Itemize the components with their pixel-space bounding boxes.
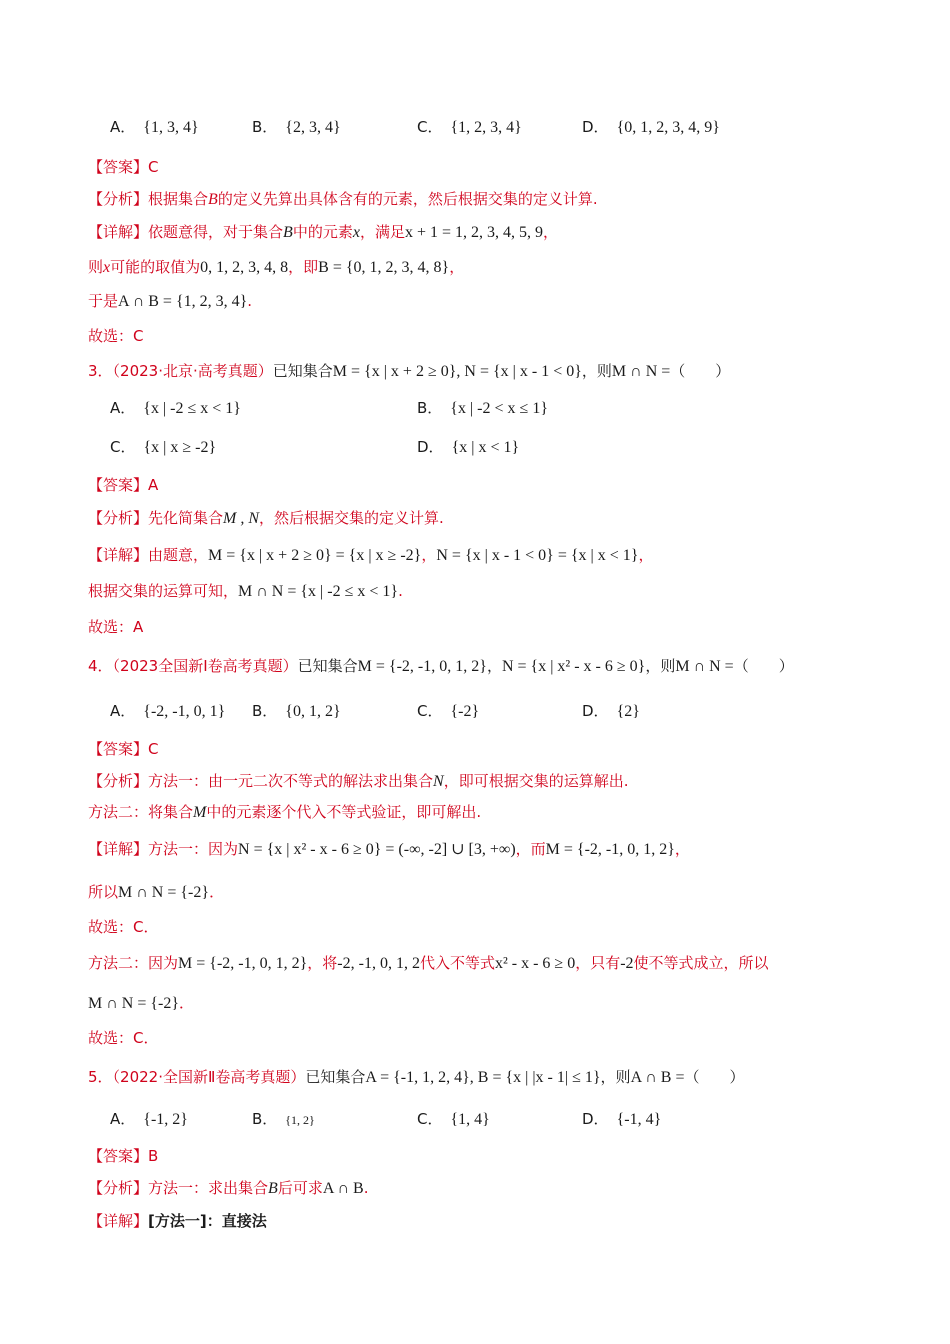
text: 由题意，: [148, 546, 209, 564]
math: M = {-2, -1, 0, 1, 2}: [357, 658, 487, 675]
math: M: [193, 804, 207, 821]
analysis-tag: 【分析】: [88, 1179, 149, 1197]
text: ，满足: [359, 223, 405, 241]
math: A ∩ B =: [630, 1069, 685, 1086]
text: 的定义先算出具体含有的元素，然后根据交集的定义计算.: [217, 190, 598, 208]
option-label: B．: [417, 399, 443, 417]
math: N: [433, 773, 444, 790]
q3-option-c: [110, 436, 216, 459]
option-label: A．: [110, 399, 136, 417]
math: M ∩ N = {x | -2 ≤ x < 1}: [238, 583, 399, 600]
q4-method2-a: [88, 952, 769, 975]
q3-answer: 【答案】A: [88, 476, 159, 494]
q4-analysis-1: [88, 770, 628, 793]
option-math: {-2, -1, 0, 1}: [143, 703, 226, 720]
text: 方法一：由一元二次不等式的解法求出集合: [148, 772, 434, 790]
math: -2: [620, 955, 634, 972]
text: ，即可根据交集的运算解出.: [443, 772, 629, 790]
text: ，: [486, 657, 502, 675]
text: 所以: [88, 883, 119, 901]
text: 根据集合: [148, 190, 209, 208]
q3-option-b: [417, 397, 548, 420]
text: （ ）: [684, 1068, 745, 1086]
option-math: {1, 4}: [450, 1111, 490, 1128]
option-label: A．: [110, 118, 136, 136]
text: 已知集合: [297, 657, 358, 675]
option-math: {x | x ≥ -2}: [143, 439, 217, 456]
option-math: {2}: [616, 703, 640, 720]
math: B: [268, 1180, 278, 1197]
text: 后可求: [277, 1179, 323, 1197]
math: M = {-2, -1, 0, 1, 2}: [178, 955, 308, 972]
option-math: {0, 1, 2}: [285, 703, 341, 720]
option-math: {-1, 4}: [616, 1111, 662, 1128]
q3-choice: 故选：A: [88, 618, 144, 636]
option-math: {-2}: [450, 703, 480, 720]
text: 方法一：因为: [148, 840, 239, 858]
text: 方法二：将集合: [88, 803, 194, 821]
math: x² - x - 6 ≥ 0: [494, 955, 576, 972]
text: ，: [421, 546, 437, 564]
option-label: C．: [417, 1110, 443, 1128]
math: B: [283, 224, 293, 241]
detail-tag: 【详解】: [88, 546, 149, 564]
text: 方法二：因为: [88, 954, 179, 972]
q2-detail-3: [88, 290, 252, 313]
q4-option-b: [252, 700, 341, 723]
option-math: {x | x < 1}: [451, 439, 520, 456]
text: ，则: [581, 362, 612, 380]
text: 于是: [88, 292, 119, 310]
q4-detail-1: [88, 838, 690, 861]
q3-stem: [88, 360, 730, 383]
text: ，将: [307, 954, 338, 972]
math: M ∩ N =: [675, 658, 734, 675]
option-label: D．: [417, 438, 444, 456]
text: 先化简集合: [148, 509, 224, 527]
math: x: [103, 259, 111, 276]
text: 使不等式成立，所以: [633, 954, 769, 972]
text: 代入不等式: [419, 954, 495, 972]
option-label: B．: [252, 1110, 278, 1128]
q2-option-b: [252, 116, 341, 139]
q3-analysis: [88, 507, 444, 530]
text: ，: [674, 840, 690, 858]
text: ，只有: [575, 954, 621, 972]
text: （ ）: [733, 657, 794, 675]
q2-answer: 【答案】C: [88, 158, 159, 176]
option-label: A．: [110, 702, 136, 720]
option-label: D．: [582, 1110, 609, 1128]
option-math: {2, 3, 4}: [285, 119, 341, 136]
q3-option-d: [417, 436, 519, 459]
detail-tag: 【详解】: [88, 223, 149, 241]
text: ，即: [288, 258, 319, 276]
q4-method2-b: [88, 992, 194, 1015]
q4-option-a: [110, 700, 225, 723]
q2-option-d: [582, 116, 720, 139]
q5-stem: [88, 1066, 745, 1089]
math: M ∩ N = {-2}: [118, 884, 210, 901]
math: M = {x | x + 2 ≥ 0} = {x | x ≥ -2}: [208, 547, 422, 564]
math: A ∩ B = {1, 2, 3, 4}: [118, 293, 248, 310]
question-number: 3．: [88, 362, 113, 380]
math: N = {x | x² - x - 6 ≥ 0}: [501, 658, 646, 675]
q4-choice-2: 故选：C．: [88, 1029, 159, 1047]
math: N = {x | x - 1 < 0} = {x | x < 1}: [436, 547, 639, 564]
analysis-tag: 【分析】: [88, 190, 149, 208]
math: A = {-1, 1, 2, 4}, B = {x | |x - 1| ≤ 1}: [365, 1069, 601, 1086]
option-label: D．: [582, 702, 609, 720]
analysis-tag: 【分析】: [88, 772, 149, 790]
q5-detail: [88, 1210, 267, 1232]
text: ，: [449, 258, 465, 276]
math: N = {x | x² - x - 6 ≥ 0} = (-∞, -2] ∪ [3, +∞): [238, 841, 516, 858]
question-number: 4．: [88, 657, 113, 675]
text: ，则: [600, 1068, 631, 1086]
math: M = {x | x + 2 ≥ 0}, N = {x | x - 1 < 0}: [332, 363, 582, 380]
math: A ∩ B: [322, 1180, 364, 1197]
q4-analysis-2: [88, 801, 481, 824]
analysis-tag: 【分析】: [88, 509, 149, 527]
math: B: [208, 191, 218, 208]
option-math: {1, 3, 4}: [143, 119, 199, 136]
text: ．: [179, 994, 195, 1012]
text: ，: [638, 546, 654, 564]
text: .: [247, 292, 253, 310]
option-label: C．: [417, 702, 443, 720]
option-label: C．: [417, 118, 443, 136]
math: M ∩ N =: [611, 363, 671, 380]
text: ，: [543, 223, 559, 241]
math: M , N: [223, 510, 260, 527]
text: 可能的取值为: [110, 258, 201, 276]
q3-option-a: [110, 397, 241, 420]
option-math: {-1, 2}: [143, 1111, 188, 1128]
method-heading: [方法一]：直接法: [148, 1212, 267, 1230]
q5-option-c: [417, 1108, 490, 1131]
text: （ ）: [670, 362, 731, 380]
question-source: （2023·北京·高考真题）: [112, 362, 273, 380]
question-number: 5．: [88, 1068, 113, 1086]
q2-option-c: [417, 116, 522, 139]
text: ，然后根据交集的定义计算.: [259, 509, 444, 527]
option-label: A．: [110, 1110, 136, 1128]
q5-answer: 【答案】B: [88, 1147, 159, 1165]
option-label: B．: [252, 118, 278, 136]
q2-analysis: [88, 188, 598, 211]
q5-option-d: [582, 1108, 661, 1131]
option-math: {x | -2 < x ≤ 1}: [450, 400, 548, 417]
math: x: [352, 224, 360, 241]
option-math: {1, 2}: [285, 1113, 315, 1127]
q4-choice-1: 故选：C．: [88, 918, 159, 936]
q2-detail-1: [88, 221, 558, 244]
text: .: [398, 582, 403, 600]
option-label: B．: [252, 702, 278, 720]
math: -2, -1, 0, 1, 2: [337, 955, 420, 972]
question-source: （2022·全国新Ⅱ卷高考真题）: [112, 1068, 306, 1086]
text: .: [363, 1179, 369, 1197]
q4-answer: 【答案】C: [88, 740, 159, 758]
option-math: {0, 1, 2, 3, 4, 9}: [616, 119, 720, 136]
option-label: D．: [582, 118, 609, 136]
option-math: {x | -2 ≤ x < 1}: [143, 400, 241, 417]
math: x + 1 = 1, 2, 3, 4, 5, 9: [404, 224, 543, 241]
text: ，则: [645, 657, 676, 675]
text: 依题意得，对于集合: [148, 223, 284, 241]
q4-detail-2: [88, 881, 224, 904]
detail-tag: 【详解】: [88, 1212, 149, 1230]
math: 0, 1, 2, 3, 4, 8: [200, 259, 289, 276]
text: 已知集合: [272, 362, 333, 380]
math: M ∩ N = {-2}: [88, 995, 180, 1012]
q2-option-a: [110, 116, 199, 139]
text: 则: [88, 258, 104, 276]
q2-choice: 故选：C: [88, 327, 144, 345]
option-math: {1, 2, 3, 4}: [450, 119, 522, 136]
math: B = {0, 1, 2, 3, 4, 8}: [318, 259, 450, 276]
q2-detail-2: [88, 256, 464, 279]
text: ，而: [515, 840, 546, 858]
q4-option-c: [417, 700, 479, 723]
text: 中的元素: [292, 223, 353, 241]
text: 中的元素逐个代入不等式验证，即可解出.: [206, 803, 482, 821]
q4-stem: [88, 655, 794, 678]
option-label: C．: [110, 438, 136, 456]
q5-option-a: [110, 1108, 188, 1131]
q5-analysis: [88, 1177, 369, 1200]
text: 已知集合: [305, 1068, 366, 1086]
q3-detail-1: [88, 544, 653, 567]
q4-option-d: [582, 700, 640, 723]
detail-tag: 【详解】: [88, 840, 149, 858]
q5-option-b: [252, 1108, 315, 1131]
math: M = {-2, -1, 0, 1, 2}: [545, 841, 675, 858]
text: 根据交集的运算可知，: [88, 582, 239, 600]
text: ．: [209, 883, 225, 901]
q3-detail-2: [88, 580, 403, 603]
text: 方法一：求出集合: [148, 1179, 269, 1197]
question-source: （2023全国新Ⅰ卷高考真题）: [112, 657, 298, 675]
